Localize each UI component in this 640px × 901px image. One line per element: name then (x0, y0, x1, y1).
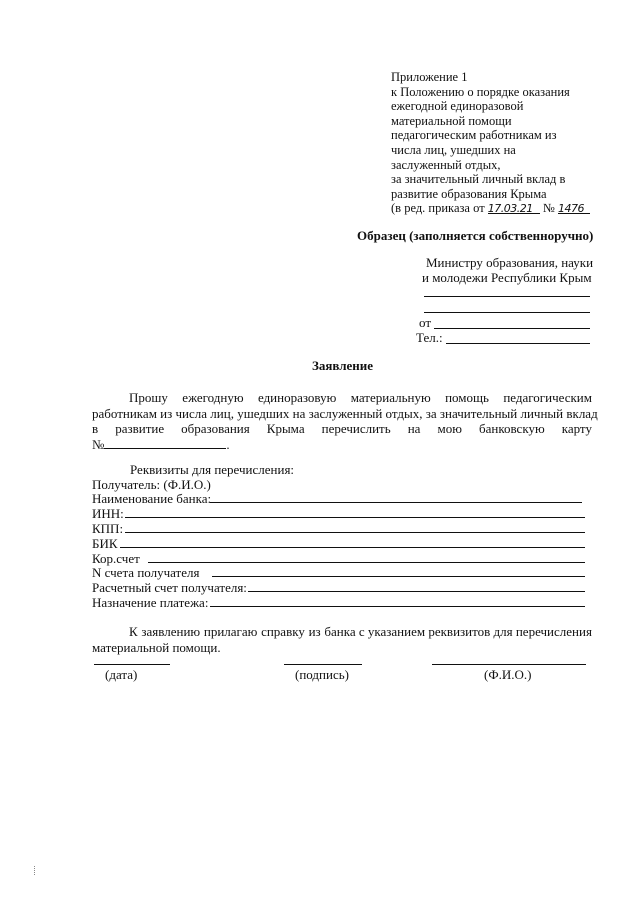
edition-prefix: (в ред. приказа от (391, 201, 485, 216)
requisite-inn: ИНН: (92, 506, 124, 521)
word: справку (261, 624, 305, 639)
body-line-3 (92, 421, 592, 437)
date-blank (94, 664, 170, 665)
word: помощь (445, 390, 489, 405)
word: перечислить (321, 421, 391, 436)
application-body (92, 390, 598, 452)
requisite-settlement-account-blank (248, 591, 585, 592)
phone-label: Тел.: (416, 330, 443, 345)
appendix-line: материальной помощи (391, 113, 512, 128)
name-blank (432, 664, 586, 665)
requisites-heading: Реквизиты для перечисления: (130, 462, 295, 477)
requisite-recipient-account-no: N счета получателя (92, 565, 200, 580)
word: из (308, 624, 321, 639)
requisite-corr-account: Кор.счет (92, 551, 140, 566)
from-label: от (419, 315, 432, 330)
requisite-recipient: Получатель: (Ф.И.О.) (92, 477, 211, 492)
scan-corner-mark (34, 866, 40, 875)
appendix-line: Приложение 1 (391, 70, 468, 84)
word: К (129, 624, 138, 639)
edition-line (391, 201, 590, 216)
attachment-line-2: материальной помощи. (92, 639, 221, 655)
appendix-line: заслуженный отдых, (391, 157, 501, 172)
addressee-blank-2 (424, 312, 590, 313)
addressee-line2: и молодежи Республики Крым (422, 270, 592, 285)
signature-label: (подпись) (295, 667, 349, 682)
number-label: № (542, 201, 555, 216)
attachment-paragraph (92, 624, 592, 655)
word: в (92, 421, 99, 436)
appendix-block (391, 70, 590, 216)
card-no-label: № (92, 436, 105, 452)
edition-number: 1476 (558, 202, 590, 214)
requisite-bank-name: Наименование банка: (92, 491, 212, 506)
appendix-line: ежегодной единоразовой (391, 99, 524, 114)
word: материальную (350, 390, 431, 405)
attachment-line-1 (92, 624, 592, 640)
appendix-line: развитие образования Крыма (391, 186, 547, 201)
card-number-blank (104, 437, 226, 449)
word: Крыма (266, 421, 305, 436)
requisite-bank-name-blank (210, 502, 582, 503)
card-number-line (92, 437, 592, 453)
body-line-2 (92, 405, 598, 422)
word: банковскую (478, 421, 545, 436)
word: ежегодную (182, 390, 244, 405)
word: педагогическим (503, 390, 592, 405)
appendix-line: числа лиц, ушедших на (391, 142, 516, 157)
requisite-kpp: КПП: (92, 521, 124, 536)
addressee-line1: Министру образования, науки (426, 255, 594, 270)
body-line-1 (92, 390, 592, 406)
word: мою (437, 421, 462, 436)
requisite-settlement-account: Расчетный счет получателя: (92, 580, 247, 595)
word: банка с указанием реквизитов для перечисления (324, 624, 592, 639)
requisite-kpp-blank (125, 532, 585, 533)
date-label: (дата) (105, 667, 138, 682)
edition-date: 17.03.21 (488, 202, 540, 214)
word: прилагаю (203, 624, 258, 639)
card-no-end: . (226, 436, 230, 452)
word: единоразовую (257, 390, 337, 405)
sample-title: Образец (заполняется собственноручно) (357, 228, 594, 243)
from-blank (434, 328, 590, 329)
appendix-line: к Положению о порядке оказания (391, 84, 570, 99)
name-label: (Ф.И.О.) (484, 667, 532, 682)
requisite-payment-purpose-blank (210, 606, 585, 607)
word: заявлению (141, 624, 201, 639)
word: на (407, 421, 421, 436)
requisite-inn-blank (125, 517, 585, 518)
requisite-bik-blank (120, 547, 585, 548)
word: карту (561, 421, 592, 436)
word: Прошу (129, 390, 168, 405)
requisite-payment-purpose: Назначение платежа: (92, 595, 209, 610)
signature-blank (284, 664, 362, 665)
addressee-blank-1 (424, 296, 590, 297)
word: образования (181, 421, 250, 436)
appendix-line: за значительный личный вклад в (391, 172, 566, 187)
word: развитие (115, 421, 165, 436)
phone-blank (446, 343, 590, 344)
appendix-line: педагогическим работникам из (391, 128, 557, 143)
requisite-corr-account-blank (148, 562, 585, 563)
page-title: Заявление (312, 358, 374, 373)
requisite-bik: БИК (92, 536, 118, 551)
requisite-recipient-account-no-blank (212, 576, 585, 577)
body-text: работникам из числа лиц, ушедших на заслуженный отдых, за значительный личный вклад (92, 405, 598, 421)
